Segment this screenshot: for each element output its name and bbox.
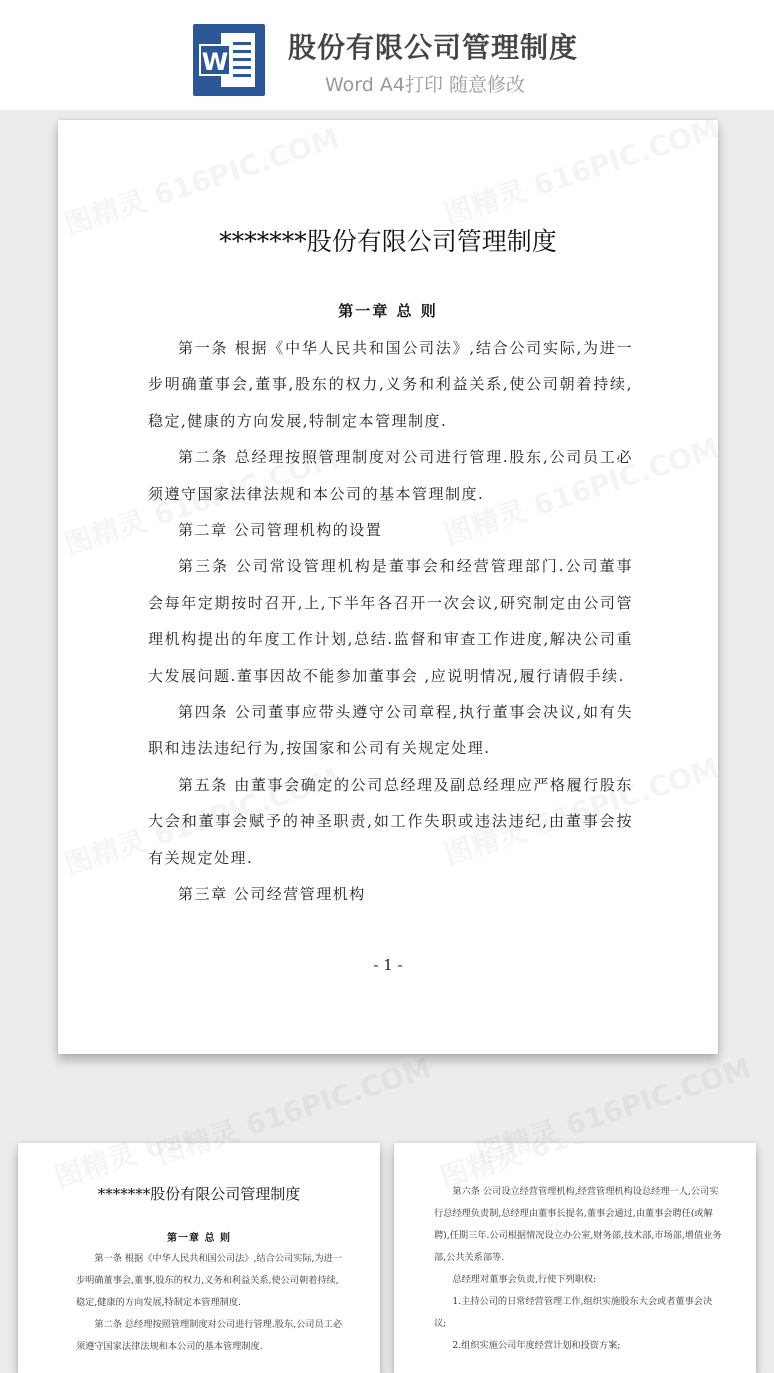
word-letter: W xyxy=(199,44,231,76)
chapter-heading: 第一章 总 则 xyxy=(338,302,438,320)
thumbnail-list-item: 1.主持公司的日常经营管理工作,组织实施股东大会或者董事会决议; xyxy=(434,1296,713,1329)
page-number: - 1 - xyxy=(373,956,403,974)
chapter-line: 第二章 公司管理机构的设置 xyxy=(178,521,383,540)
paragraph: 第四条 公司董事应带头遵守公司章程,执行董事会决议,如有失职和违法违纪行为,按国家和公司有关规定处理. xyxy=(148,703,633,758)
page-subtitle: Word A4打印 随意修改 xyxy=(325,74,526,96)
paragraph: 第一条 根据《中华人民共和国公司法》,结合公司实际,为进一步明确董事会,董事,股东的权力,义务和利益关系,使公司朝着持续,稳定,健康的方向发展,特制定本管理制度. xyxy=(148,339,633,430)
paragraph: 第二条 总经理按照管理制度对公司进行管理.股东,公司员工必须遵守国家法律法规和本公司的基本管理制度. xyxy=(148,448,633,503)
thumbnail-paragraph: 第一条 根据《中华人民共和国公司法》,结合公司实际,为进一步明确董事会,董事,股东的权力,义务和利益关系,使公司朝着持续,稳定,健康的方向发展,特制定本管理制度. xyxy=(76,1253,343,1308)
document-title: *******股份有限公司管理制度 xyxy=(219,227,557,256)
thumbnail-paragraph: 第六条 公司设立经营管理机构,经营管理机构设总经理一人,公司实行总经理负责制,总经理由董事长提名,董事会通过,由董事会聘任(或解聘),任期三年.公司根据情况设立办公室,财务部,技术部,市场部,增值业务部,公共关系部等. xyxy=(434,1186,722,1263)
thumbnail-title: *******股份有限公司管理制度 xyxy=(97,1185,301,1203)
chapter-line: 第三章 公司经营管理机构 xyxy=(178,885,366,904)
thumbnail-body xyxy=(76,1248,346,1358)
thumbnail-page-1 xyxy=(18,1143,380,1373)
thumbnail-list-item: 2.组织实施公司年度经营计划和投资方案; xyxy=(452,1340,621,1351)
watermark xyxy=(439,120,718,233)
paragraph: 第三条 公司常设管理机构是董事会和经营管理部门.公司董事会每年定期按时召开,上,下半年各召开一次会议,研究制定由公司管理机构提出的年度工作计划,总结.监督和审查工作进度,解决公司重大发展问题.董事因故不能参加董事会 ,应说明情况,履行请假手续. xyxy=(148,557,633,685)
thumbnail-chapter: 第一章 总 则 xyxy=(167,1233,231,1244)
paragraph: 第五条 由董事会确定的公司总经理及副总经理应严格履行股东大会和董事会赋予的神圣职责,如工作失职或违法违纪,由董事会按有关规定处理. xyxy=(148,775,633,867)
document-page-main xyxy=(58,120,718,1054)
thumbnail-page-2 xyxy=(394,1143,756,1373)
page-title: 股份有限公司管理制度 xyxy=(288,31,579,64)
thumbnail-paragraph: 总经理对董事会负责,行使下列职权: xyxy=(452,1274,597,1285)
document-body xyxy=(148,330,633,913)
thumbnail-paragraph: 第二条 总经理按照管理制度对公司进行管理.股东,公司员工必须遵守国家法律法规和本公司的基本管理制度. xyxy=(76,1319,343,1352)
thumbnail-body xyxy=(434,1181,724,1357)
header-banner xyxy=(0,0,774,110)
word-doc-icon xyxy=(193,24,265,96)
